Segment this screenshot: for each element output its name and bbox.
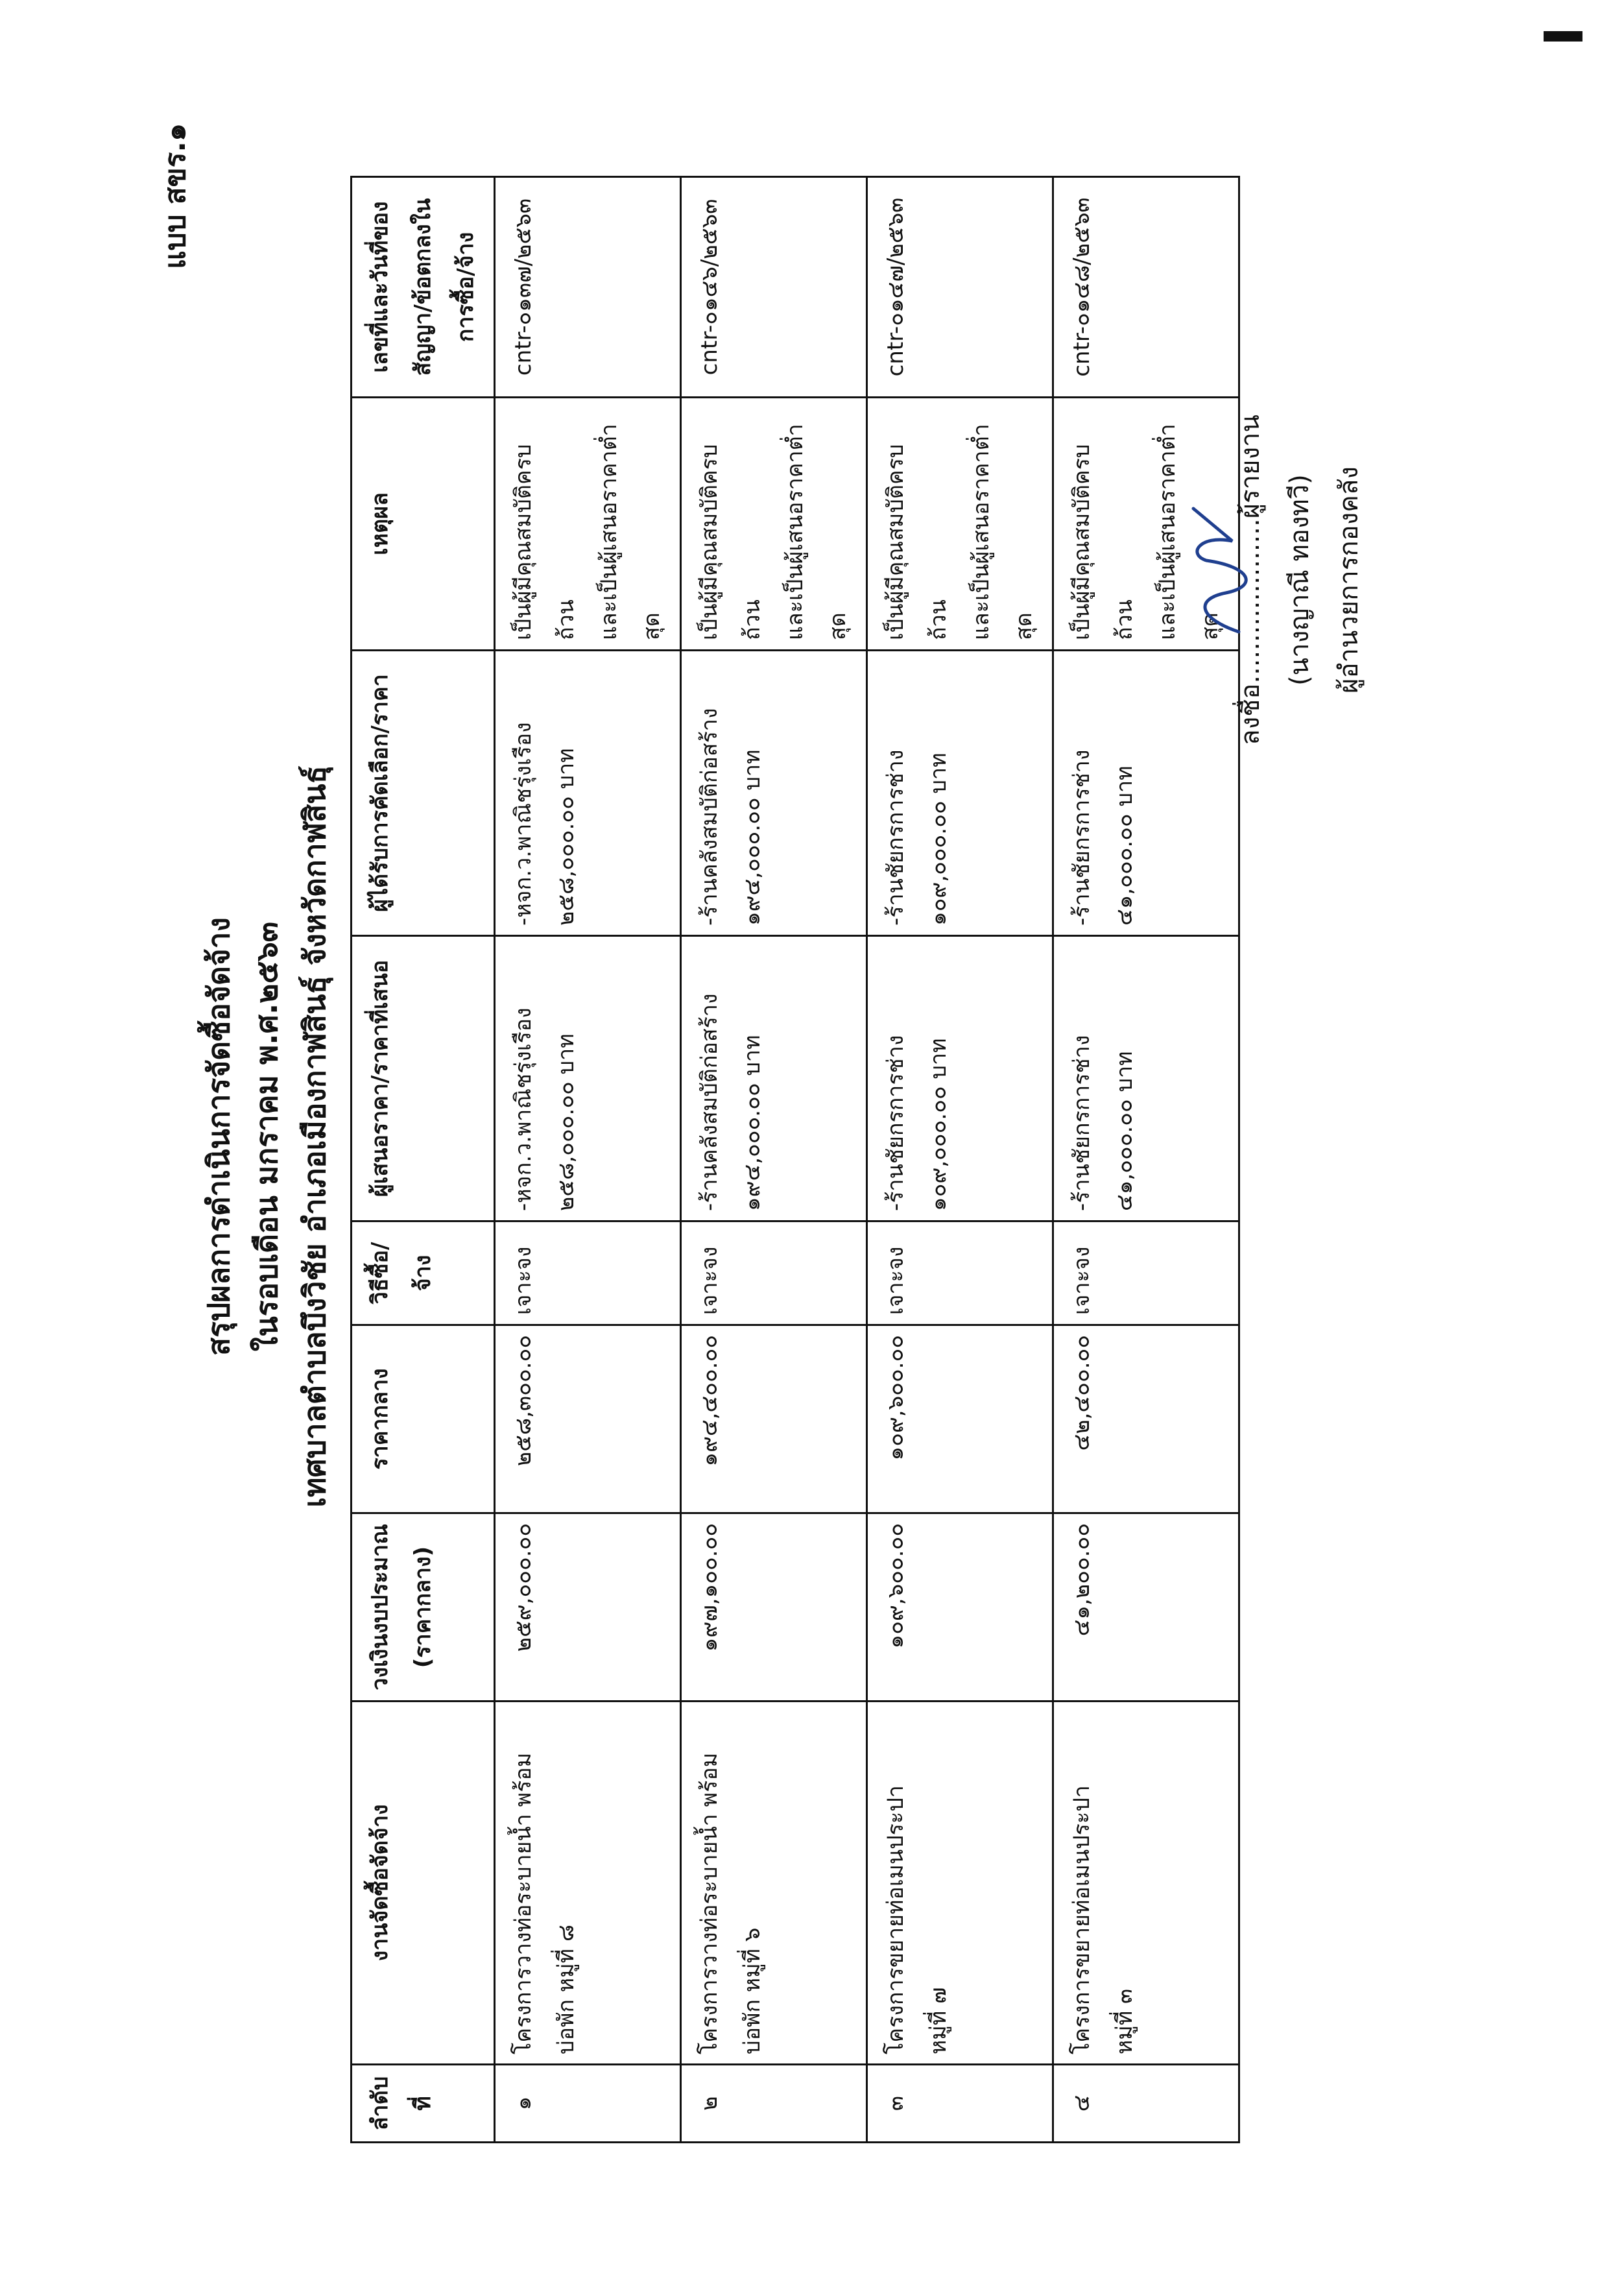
row-no: ๔ — [1053, 2065, 1239, 2143]
row-bidder-name: -ร้านชัยกรการช่าง — [883, 1035, 909, 1211]
row-winner — [495, 651, 681, 936]
row-winner-name: -ร้านชัยกรการช่าง — [1069, 749, 1095, 926]
row-item — [867, 1702, 1053, 2065]
row-no: ๒ — [681, 2065, 867, 2143]
row-bidder-name: -ร้านชัยกรการช่าง — [1069, 1035, 1095, 1211]
header-budget-line1: วงเงินงบประมาณ — [367, 1524, 393, 1690]
row-budget: ๑๐๙,๖๐๐.๐๐ — [867, 1513, 1053, 1702]
row-median-price: ๑๙๔,๔๐๐.๐๐ — [681, 1325, 867, 1513]
signature-dots: .................... — [1236, 518, 1265, 684]
row-bidders — [495, 936, 681, 1221]
row-reason-line1: เป็นผู้มีคุณสมบัติครบถ้วน — [883, 444, 951, 640]
row-winner — [867, 651, 1053, 936]
table-row — [1053, 177, 1239, 2143]
header-winner: ผู้ได้รับการคัดเลือก/ราคา — [352, 651, 495, 936]
row-item-line1: โครงการขยายท่อเมนประปา — [1069, 1785, 1095, 2054]
header-bidders: ผู้เสนอราคา/ราคาที่เสนอ — [352, 936, 495, 1221]
row-reason — [495, 398, 681, 651]
row-contract: cntr-๐๑๔๖/๒๕๖๓ — [681, 177, 867, 398]
agency-name: เทศบาลตำบลบึงวิชัย อำเภอเมืองกาฬสินธุ์ จังหวัดกาฬสินธุ์ — [297, 765, 332, 1508]
row-no: ๓ — [867, 2065, 1053, 2143]
row-median-price: ๒๕๘,๓๐๐.๐๐ — [495, 1325, 681, 1513]
row-bidder-price: ๑๐๙,๐๐๐.๐๐ บาท — [925, 1038, 951, 1211]
reporter-role: ผู้รายงาน — [1236, 415, 1265, 519]
row-method: เจาะจง — [1053, 1221, 1239, 1325]
row-budget: ๒๕๙,๐๐๐.๐๐ — [495, 1513, 681, 1702]
row-contract: cntr-๐๑๓๗/๒๕๖๓ — [495, 177, 681, 398]
row-bidders — [1053, 936, 1239, 1221]
row-item-line1: โครงการวางท่อระบายน้ำ พร้อม — [697, 1752, 722, 2054]
header-method: วิธีซื้อ/จ้าง — [352, 1221, 495, 1325]
row-winner — [1053, 651, 1239, 936]
document-headings — [195, 0, 339, 2273]
header-median-price: ราคากลาง — [352, 1325, 495, 1513]
row-bidder-name: -ร้านคลังสมบัติก่อสร้าง — [697, 993, 722, 1211]
row-reason-line1: เป็นผู้มีคุณสมบัติครบถ้วน — [697, 444, 765, 640]
row-item — [681, 1702, 867, 2065]
row-contract: cntr-๐๑๔๗/๒๕๖๓ — [867, 177, 1053, 398]
row-reason-line1: เป็นผู้มีคุณสมบัติครบถ้วน — [510, 444, 579, 640]
table-header-row — [352, 177, 495, 2143]
row-item-line1: โครงการวางท่อระบายน้ำ พร้อม — [510, 1752, 536, 2054]
row-reason-line2: และเป็นผู้เสนอราคาต่ำสุด — [782, 424, 851, 640]
table-row — [681, 177, 867, 2143]
table-row — [495, 177, 681, 2143]
row-no: ๑ — [495, 2065, 681, 2143]
header-contract: เลขที่และวันที่ของสัญญา/ข้อตกลงในการซื้อ/จ้าง — [352, 177, 495, 398]
row-method: เจาะจง — [867, 1221, 1053, 1325]
row-item-line2: หมู่ที่ ๓ — [1112, 1988, 1138, 2054]
signatory-name: (นางญาณี ทองทวี) — [1285, 474, 1315, 686]
row-bidder-price: ๒๕๘,๐๐๐.๐๐ บาท — [553, 1033, 579, 1211]
row-reason-line2: และเป็นผู้เสนอราคาต่ำสุด — [1154, 424, 1223, 640]
header-budget-line2: (ราคากลาง) — [410, 1546, 436, 1668]
row-budget: ๑๙๗,๑๐๐.๐๐ — [681, 1513, 867, 1702]
row-winner-price: ๒๕๘,๐๐๐.๐๐ บาท — [553, 748, 579, 926]
header-reason: เหตุผล — [352, 398, 495, 651]
row-bidders — [867, 936, 1053, 1221]
reporting-period: ในรอบเดือน มกราคม พ.ศ.๒๕๖๓ — [249, 921, 284, 1352]
procurement-table — [350, 176, 1240, 2143]
row-winner-price: ๑๙๔,๐๐๐.๐๐ บาท — [739, 749, 765, 926]
header-item: งานจัดซื้อจัดจ้าง — [352, 1702, 495, 2065]
row-bidder-price: ๔๑,๐๐๐.๐๐ บาท — [1112, 1051, 1138, 1211]
table-row — [867, 177, 1053, 2143]
row-winner — [681, 651, 867, 936]
header-no: ลำดับที่ — [352, 2065, 495, 2143]
row-reason-line1: เป็นผู้มีคุณสมบัติครบถ้วน — [1069, 444, 1138, 640]
row-item — [1053, 1702, 1239, 2065]
row-winner-price: ๑๐๙,๐๐๐.๐๐ บาท — [925, 752, 951, 926]
row-winner-name: -หจก.ว.พาณิชรุ่งเรือง — [510, 722, 536, 926]
row-reason-line2: และเป็นผู้เสนอราคาต่ำสุด — [968, 424, 1037, 640]
row-reason-line2: และเป็นผู้เสนอราคาต่ำสุด — [596, 424, 665, 640]
row-winner-price: ๔๑,๐๐๐.๐๐ บาท — [1112, 765, 1138, 926]
row-bidder-name: -หจก.ว.พาณิชรุ่งเรือง — [510, 1007, 536, 1211]
row-method: เจาะจง — [495, 1221, 681, 1325]
row-reason — [867, 398, 1053, 651]
row-winner-name: -ร้านคลังสมบัติก่อสร้าง — [697, 708, 722, 926]
row-budget: ๔๑,๒๐๐.๐๐ — [1053, 1513, 1239, 1702]
row-item — [495, 1702, 681, 2065]
signature-block — [1226, 379, 1374, 781]
signatory-position: ผู้อำนวยการกองคลัง — [1334, 466, 1364, 693]
row-bidders — [681, 936, 867, 1221]
document-title: สรุปผลการดำเนินการจัดซื้อจัดจ้าง — [201, 917, 236, 1356]
row-item-line2: หมู่ที่ ๗ — [925, 1987, 951, 2054]
row-reason — [681, 398, 867, 651]
header-budget — [352, 1513, 495, 1702]
signature-line — [1226, 379, 1275, 781]
row-contract: cntr-๐๑๔๘/๒๕๖๓ — [1053, 177, 1239, 398]
handwritten-signature — [1180, 502, 1258, 645]
row-item-line2: บ่อพัก หมู่ที่ ๘ — [553, 1924, 579, 2054]
row-bidder-price: ๑๙๔,๐๐๐.๐๐ บาท — [739, 1035, 765, 1211]
form-code: แบบ สขร.๑ — [159, 123, 192, 269]
row-median-price: ๑๐๙,๖๐๐.๐๐ — [867, 1325, 1053, 1513]
sign-prefix: ลงชื่อ — [1236, 683, 1265, 745]
row-median-price: ๔๒,๔๐๐.๐๐ — [1053, 1325, 1239, 1513]
row-item-line1: โครงการขยายท่อเมนประปา — [883, 1785, 909, 2054]
row-winner-name: -ร้านชัยกรการช่าง — [883, 749, 909, 926]
row-method: เจาะจง — [681, 1221, 867, 1325]
row-item-line2: บ่อพัก หมู่ที่ ๖ — [739, 1927, 765, 2054]
scan-edge-mark — [1544, 31, 1582, 42]
